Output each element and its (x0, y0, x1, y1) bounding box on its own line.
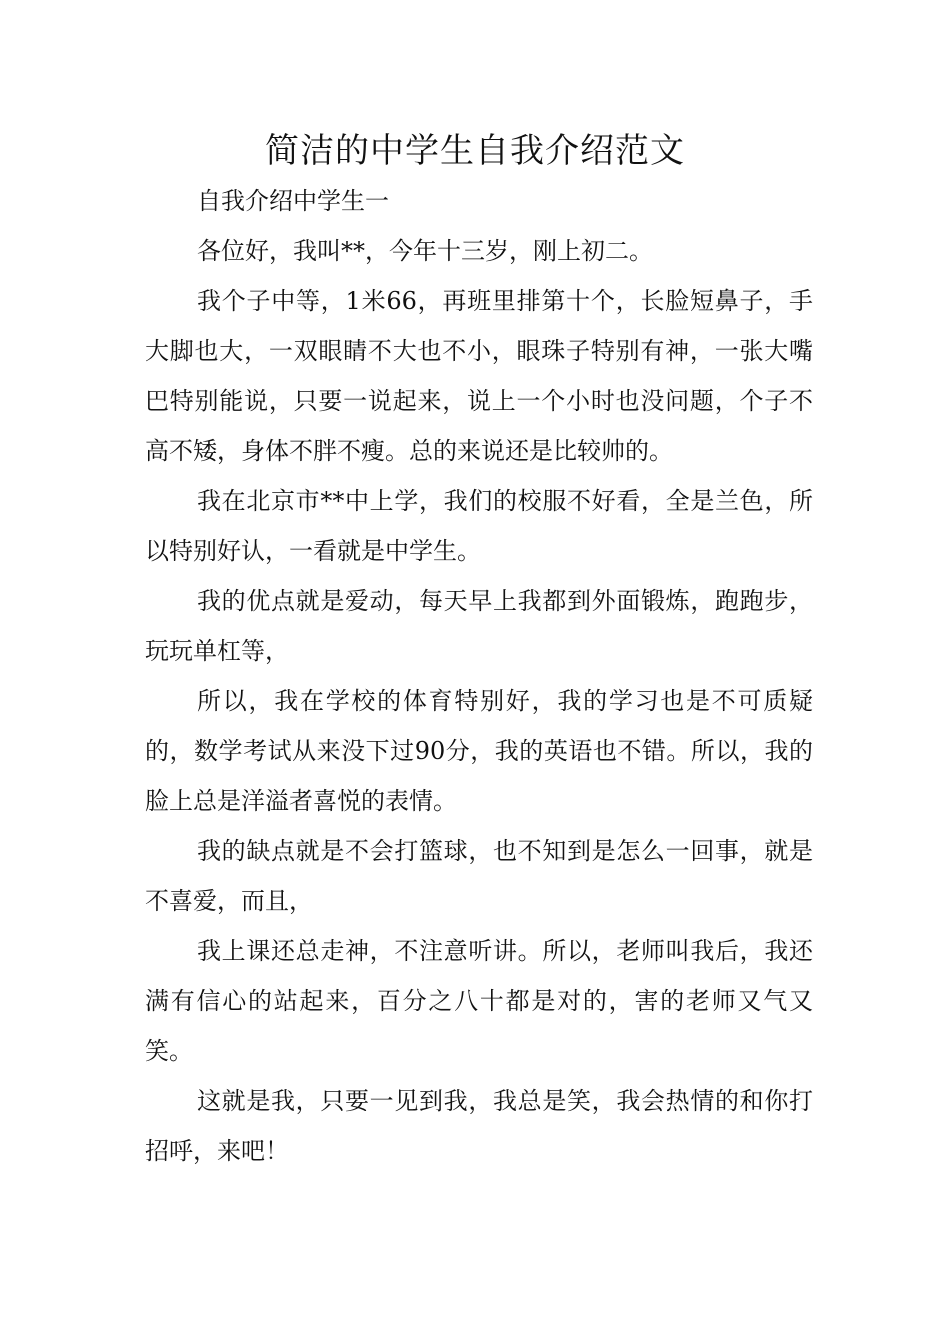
document-body (145, 176, 813, 1176)
paragraph-greeting: 各位好，我叫**，今年十三岁，刚上初二。 (197, 237, 653, 265)
paragraph-class-behavior: 我上课还总走神，不注意听讲。所以，老师叫我后，我还满有信心的站起来，百分之八十都是对的，害的老师又气又笑。 (145, 937, 813, 1065)
paragraph-strengths: 我的优点就是爱动，每天早上我都到外面锻炼，跑跑步，玩玩单杠等， (145, 587, 813, 665)
paragraph-heading: 自我介绍中学生一 (197, 187, 389, 215)
paragraph-weaknesses: 我的缺点就是不会打篮球，也不知到是怎么一回事，就是不喜爱，而且， (145, 837, 813, 915)
paragraph-studies: 所以，我在学校的体育特别好，我的学习也是不可质疑的，数学考试从来没下过90分，我的英语也不错。所以，我的脸上总是洋溢者喜悦的表情。 (145, 687, 813, 815)
paragraph-school: 我在北京市**中上学，我们的校服不好看，全是兰色，所以特别好认，一看就是中学生。 (145, 487, 813, 565)
document-title: 简洁的中学生自我介绍范文 (265, 131, 685, 171)
paragraph-closing: 这就是我，只要一见到我，我总是笑，我会热情的和你打招呼，来吧！ (145, 1087, 813, 1165)
paragraph-appearance: 我个子中等，1米66，再班里排第十个，长脸短鼻子，手大脚也大，一双眼睛不大也不小，眼珠子特别有神，一张大嘴巴特别能说，只要一说起来，说上一个小时也没问题，个子不高不矮，身体不胖不瘦。总的来说还是比较帅的。 (145, 287, 813, 465)
